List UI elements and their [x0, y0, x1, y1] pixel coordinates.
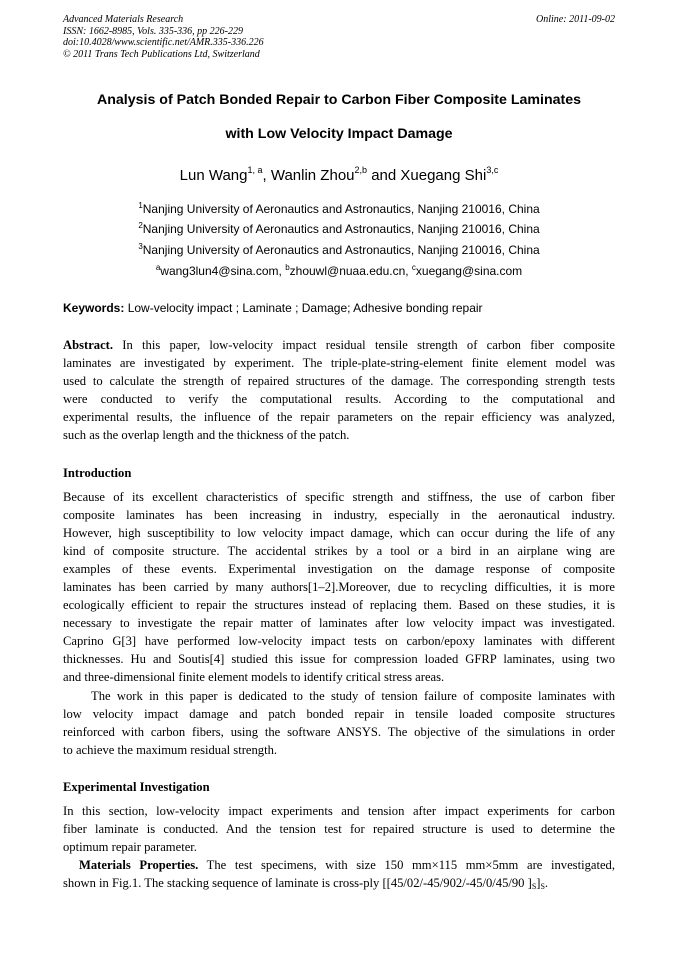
subscript-s: S: [540, 882, 545, 892]
author-3: and Xuegang Shi: [367, 167, 487, 184]
doi-line: doi:10.4028/www.scientific.net/AMR.335-336.226: [63, 37, 264, 48]
copyright-line: © 2011 Trans Tech Publications Ltd, Switzerland: [63, 48, 260, 60]
email-c-sup: c: [411, 263, 416, 272]
intro-line: low velocity impact damage and patch bonded repair in tensile loaded composite structures: [63, 706, 615, 721]
abstract-line: experimental results, the influence of the repair parameters on the repair efficiency was analyzed,: [63, 410, 615, 425]
period: .: [544, 876, 549, 891]
intro-line: composite laminates has been increasing in industry, especially in the aeronautical industry.: [63, 508, 615, 523]
abstract-line: such as the overlap length and the thickness of the patch.: [63, 428, 350, 443]
intro-line: The work in this paper is dedicated to the study of tension failure of composite laminates with: [91, 688, 615, 703]
abstract-line-text: In this paper, low-velocity impact residual tensile strength of carbon fiber composite: [113, 338, 615, 352]
abstract-label: Abstract.: [63, 338, 114, 352]
keywords: [63, 301, 615, 315]
abstract-line: [63, 336, 615, 354]
exp-line: [63, 856, 615, 874]
intro-line: kind of composite structure. The accidental strikes by a tool or a bird in an airplane wing are: [63, 544, 615, 559]
affiliation-2-sup: 2: [138, 221, 143, 230]
intro-line: However, high susceptibility to low velocity impact damage, which can occur during the life of any: [63, 526, 615, 541]
author-3-sup: 3,c: [486, 165, 499, 175]
author-1: Lun Wang: [179, 167, 248, 184]
subscript-s: S: [531, 882, 537, 892]
intro-line: reinforced with carbon fibers, using the software ANSYS. The objective of the simulations in order: [63, 724, 615, 739]
abstract-line: used to calculate the strength of repaired structures of the damage. The corresponding strength tests: [63, 374, 615, 389]
email-line: [40, 264, 638, 278]
affiliation-2: [40, 222, 638, 236]
keywords-text: Low-velocity impact ; Laminate ; Damage; Adhesive bonding repair: [124, 301, 483, 315]
materials-properties-label: Materials Properties.: [79, 858, 199, 873]
intro-line: and three-dimensional finite element models to identify critical stress areas.: [63, 670, 445, 685]
intro-line: examples of these events. Experimental investigation on the damage response of composite: [63, 562, 615, 577]
paper-title-line-1: Analysis of Patch Bonded Repair to Carbon Fiber Composite Laminates: [96, 92, 582, 108]
intro-line: thicknesses. Hu and Soutis[4] studied this issue for compression loaded GFRP laminates, using two: [63, 652, 615, 667]
paper-title-line-2: with Low Velocity Impact Damage: [225, 126, 453, 142]
affiliation-3-text: Nanjing University of Aeronautics and Astronautics, Nanjing 210016, China: [142, 243, 540, 257]
experimental-body: [63, 802, 615, 892]
email-a-sup: a: [155, 263, 161, 272]
email-a[interactable]: wang3lun4@sina.com,: [160, 264, 286, 278]
email-b-sup: b: [285, 263, 290, 272]
running-header: [63, 14, 615, 60]
keywords-label: Keywords:: [63, 301, 125, 315]
introduction-heading: Introduction: [63, 466, 132, 480]
experimental-heading: Experimental Investigation: [63, 780, 210, 794]
affiliation-2-text: Nanjing University of Aeronautics and Astronautics, Nanjing 210016, China: [142, 222, 540, 236]
issn-line: ISSN: 1662-8985, Vols. 335-336, pp 226-229: [63, 25, 243, 37]
affiliation-1-text: Nanjing University of Aeronautics and Astronautics, Nanjing 210016, China: [142, 202, 540, 216]
exp-line: fiber laminate is conducted. And the tension test for repaired structure is used to determine the: [63, 822, 615, 837]
affiliation-3: [40, 243, 638, 257]
exp-line: optimum repair parameter.: [63, 840, 197, 855]
affiliation-3-sup: 3: [138, 242, 143, 251]
author-2-sup: 2,b: [354, 165, 368, 175]
abstract: [63, 336, 615, 444]
introduction-body: [63, 488, 615, 759]
journal-name: Advanced Materials Research: [63, 14, 184, 25]
exp-line: [63, 874, 615, 892]
intro-line: to achieve the maximum residual strength.: [63, 742, 278, 757]
intro-line: necessary to investigate the repair matter of laminates after low velocity impact was investigated.: [63, 616, 615, 631]
affiliation-1: [40, 202, 638, 216]
author-list: [40, 167, 638, 184]
email-c[interactable]: xuegang@sina.com: [415, 264, 523, 278]
abstract-line: were conducted to verify the computational results. According to the computational and: [63, 392, 615, 407]
materials-properties-text: The test specimens, with size 150 mm×115 mm×5mm are investigated,: [198, 858, 615, 873]
intro-line: Caprino G[3] have performed low-velocity impact tests on carbon/epoxy laminates with different: [63, 634, 615, 649]
abstract-line: laminates are investigated by experiment. The triple-plate-string-element finite element model was: [63, 356, 615, 371]
stacking-sequence-text: shown in Fig.1. The stacking sequence of laminate is cross-ply [[45/02/-45/902/-45/0/45/90 ]: [63, 876, 532, 891]
email-b[interactable]: zhouwl@nuaa.edu.cn,: [289, 264, 412, 278]
affiliation-1-sup: 1: [138, 201, 143, 210]
intro-line: Because of its excellent characteristics of specific strength and stiffness, the use of carbon fiber: [63, 490, 615, 504]
author-1-sup: 1, a: [247, 165, 263, 175]
author-2: , Wanlin Zhou: [262, 167, 355, 184]
bracket: ]: [536, 876, 541, 891]
exp-line: In this section, low-velocity impact experiments and tension after impact experiments for carbon: [63, 804, 615, 818]
intro-line: ecologically efficient to repair the structures instead of replacing them. Based on these studies, it is: [63, 598, 615, 613]
online-date: Online: 2011-09-02: [536, 14, 615, 25]
intro-line: laminates has been carried by many authors[1–2].Moreover, due to recycling difficulties, it is more: [63, 580, 615, 595]
